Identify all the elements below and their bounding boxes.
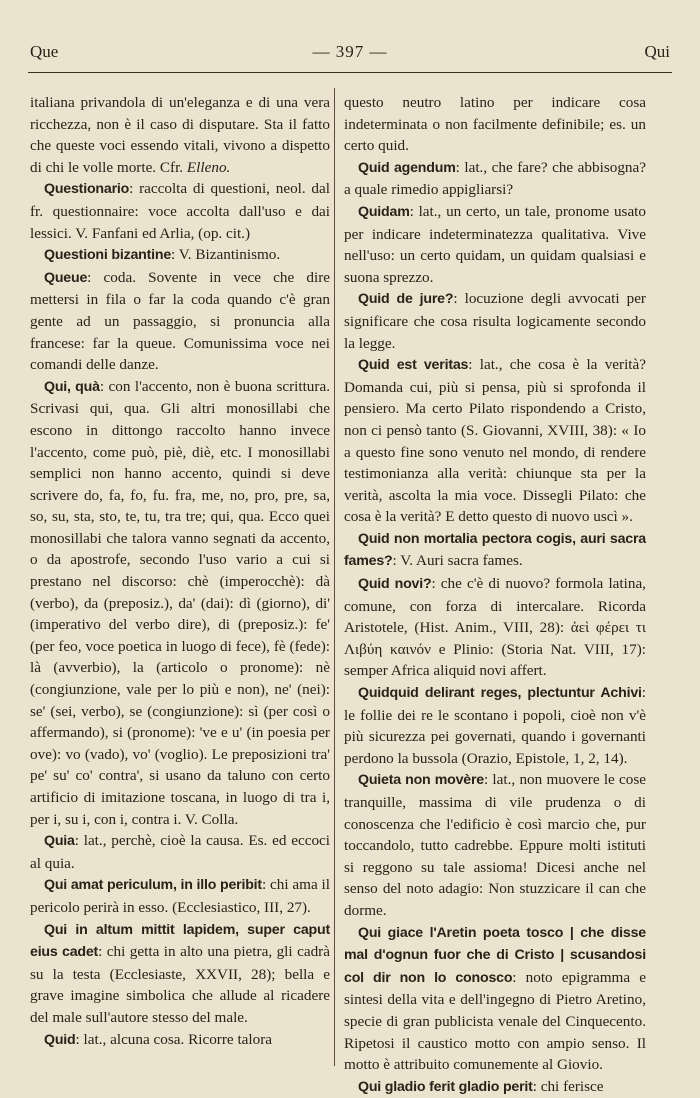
entry-definition: : chi getta in alto una pietra, gli cadrà su la testa (Ecclesiaste, XXVII, 28); bella e grave imagine simbolica che allude al ricadere del male sull'autore stesso del male. (30, 943, 330, 1026)
cross-reference: Elleno. (186, 158, 231, 176)
dictionary-entry (344, 354, 646, 528)
dictionary-entry (344, 528, 646, 573)
dictionary-entry (344, 288, 646, 354)
header-right-guideword: Qui (644, 42, 670, 61)
entry-definition: : le follie dei re le scontano i popoli, cioè non v'è più sicurezza pei governati, quando i governanti perdono la bussola (Orazio, Epistole, 1, 2, 14). (344, 684, 646, 767)
dictionary-entry (30, 1029, 330, 1052)
entry-definition: : lat., che cosa è la verità? Domanda cui, più si pensa, più si sprofonda il pensiero. Ma certo Pilato rispondendo a Cristo, non ci pensò tanto (S. Giovanni, XVIII, 38): « Io a questo fine sono venuto nel mondo, di rendere testimonianza alla verità: chiunque sta per la verità, ascolta la mia voce. Dissegli Pilato: che cosa è la verità? E detto questo di nuovo uscì ». (344, 356, 647, 526)
entry-term: Qui, quà (44, 378, 100, 395)
entry-definition: questo neutro latino per indicare cosa indeterminata o non facilmente definibile; es. un certo quid. (344, 94, 646, 155)
header-rule (28, 72, 672, 73)
dictionary-entry (30, 267, 330, 376)
dictionary-entry (30, 919, 330, 1029)
entry-term: Quid (44, 1031, 76, 1048)
entry-definition: : chi ferisce (532, 1077, 604, 1095)
entry-definition: : chi ama il pericolo perirà in esso. (Ecclesiastico, III, 27). (30, 876, 330, 916)
dictionary-entry (344, 157, 646, 201)
page-header (30, 42, 670, 66)
dictionary-entry (30, 830, 330, 874)
entry-definition: : coda. Sovente in vece che dire mettersi in fila o far la coda quando c'è gran gente ad un passaggio, si pronuncia alla francese: far la queue. Comunissima voce nei comandi delle danze. (30, 268, 330, 374)
right-column (344, 92, 646, 1098)
dictionary-entry (30, 244, 330, 267)
entry-term: Qui gladio ferit gladio perit (358, 1078, 533, 1095)
entry-definition: : locuzione degli avvocati per significare che cosa risulta logicamente secondo la legge. (344, 290, 646, 352)
entry-definition: : lat., perchè, cioè la causa. Es. ed eccoci al quia. (30, 832, 330, 872)
dictionary-entry (344, 769, 646, 921)
entry-term: Quid non mortalia pectora cogis, auri sacra fames? (344, 530, 646, 570)
dictionary-entry (344, 573, 646, 682)
entry-definition: : lat., un certo, un tale, pronome usato per indicare indeterminatezza qualitativa. Vive nell'uso: un certo quidam, un quidam qualsiasi e suona sprezzo. (344, 202, 646, 286)
entry-definition: : raccolta di questioni, neol. dal fr. questionnaire: voce accolta dall'uso e dai lessici. V. Fanfani ed Arlia, (op. cit.) (30, 180, 330, 242)
entry-term: Quia (44, 833, 75, 850)
continued-entry (30, 92, 330, 178)
entry-definition: : con l'accento, non è buona scrittura. Scrivasi qui, qua. Gli altri monosillabi che escono in dittongo raccolto hanno invece l'accento, come può, piè, diè, etc. I monosillabi semplici non hanno accento, quindi si deve scrivere do, fa, fo, fu. fra, me, no, pro, pre, sa, so, su, sta, sto, te, tu, tra tre; qui, qua. Ecco quei monosillabi che talora vanno segnati da accento, o da apostrofe, secondo l'uso vario a cui si prestano nel discorso: chè (imperocchè): dà (verbo), da (preposiz.), da' (dai): dì (giorno), di' (imperativo del verbo dire), di (preposiz.): fe' (per feo, voce poetica in luogo di fece), fè (fede): là (avverbio), la (articolo o pronome): nè (congiunzione, vale per lo più e non), ne' (nei): se' (sei, verbo), se (congiunzione): sì (per così o affermando), si (pronome): 've e u' (in poesia per ove): vo (vado), vo' (voglio). Le preposizioni tra' pe' su' co' contra', si usano da taluno con certo artificio di imitazione toscana, in luogo di tra i, per i, su i, con i, contra i. V. Colla. (30, 377, 330, 828)
dictionary-entry (344, 201, 646, 288)
dictionary-entry (30, 376, 330, 830)
dictionary-entry (30, 874, 330, 918)
entry-definition: : che c'è di nuovo? formola latina, comune, con forza di intercalare. Ricorda Aristotele, (Hist. Anim., VIII, 28): ἀεὶ φέρει τι Λιβύη καινόν e Plinio: (Storia Nat. VIII, 17): semper Africa aliquid novi affert. (344, 575, 646, 680)
entry-definition: : lat., non muovere le cose tranquille, massima di vile prudenza o di conoscenza che l'edificio è così marcio che, pur toccandolo, tutto cadrebbe. Eppure molti istituti si reggono su tale assioma! Dicesi anche nel senso del noto adagio: Non stuzzicare il can che dorme. (344, 771, 647, 919)
left-column (30, 92, 330, 1051)
entry-term: Questionario (44, 181, 130, 198)
dictionary-entry (344, 1076, 646, 1098)
header-left-guideword: Que (30, 42, 59, 61)
entry-term: Queue (44, 269, 88, 286)
entry-term: Quid de jure? (358, 291, 454, 308)
dictionary-entry (344, 682, 646, 769)
entry-term: Quid agendum (358, 159, 456, 176)
entry-definition: : lat., che fare? che abbisogna? a quale rimedio appigliarsi? (344, 158, 646, 199)
entry-term: Quid est veritas (358, 357, 469, 374)
continued-entry (344, 92, 646, 157)
entry-term: Quidam (358, 203, 410, 220)
entry-term: Questioni bizantine (44, 247, 172, 264)
entry-definition: : V. Auri sacra fames. (392, 552, 523, 570)
entry-term: Quidquid delirant reges, plectuntur Achivi (358, 685, 642, 702)
dictionary-entry (344, 922, 646, 1076)
entry-term: Qui in altum mittit lapidem, super caput eius cadet (30, 921, 330, 961)
entry-term: Quid novi? (358, 576, 432, 593)
entry-term: Qui giace l'Aretin poeta tosco | che disse mal d'ognun fuor che di Cristo | scusandosi col dir non lo conosco (344, 924, 646, 986)
entry-definition: : lat., alcuna cosa. Ricorre talora (75, 1030, 273, 1048)
entry-term: Quieta non movère (358, 772, 484, 789)
column-divider (334, 88, 335, 1066)
entry-term: Qui amat periculum, in illo peribit (44, 877, 262, 894)
page-number: — 397 — (312, 42, 388, 61)
dictionary-entry (30, 178, 330, 244)
entry-definition: : V. Bizantinismo. (171, 246, 281, 264)
entry-definition: : noto epigramma e sintesi della vita e dell'ingegno di Pietro Aretino, specie di gran publicista venale del Cinquecento. Ripetosi il caustico motto con ampio senso. Il motto è attribuito comunemente al Giovio. (344, 968, 646, 1074)
entry-definition: italiana privandola di un'eleganza e di una vera ricchezza, non è il caso di disputare. Sta il fatto che queste voci essendo vitali, vivono a dispetto di chi le volle morte. Cfr. (30, 94, 330, 176)
